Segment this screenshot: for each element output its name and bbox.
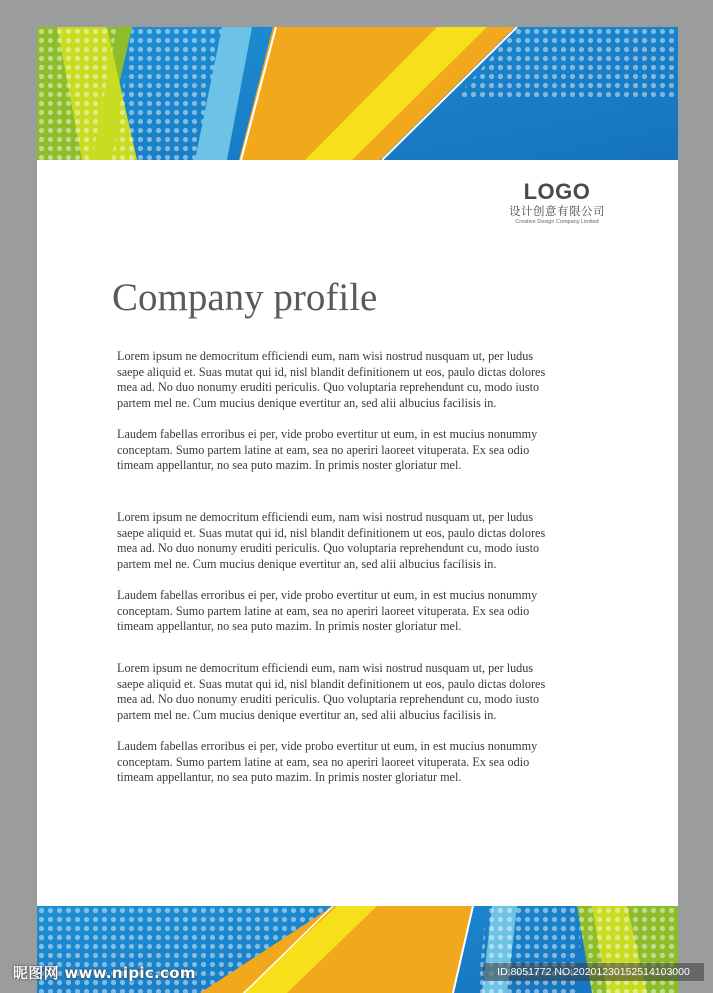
logo-company-name: 设计创意有限公司 bbox=[509, 204, 605, 218]
body-paragraph: Lorem ipsum ne democritum efficiendi eum, nam wisi nostrud nusquam ut, per ludus saepe aliquid et. Suas mutat qui id, nisl blandit definitionem ut eos, paulo dictas dolores mea ad. No duo nonumy eruditi periculis. Quo voluptaria reprehendunt cu, modo iusto partem mel ne. Cum mucius denique evertitur an, sed alii albucius facilisis in. bbox=[117, 661, 546, 722]
company-logo bbox=[492, 180, 622, 226]
letterhead-sheet bbox=[37, 27, 678, 993]
body-paragraph: Laudem fabellas erroribus ei per, vide probo evertitur ut eum, in est mucius nonummy conceptam. Sumo partem latine at eam, sea no aperiri laoreet vituperata. Ex sea odio timeam appellantur, no sea puto mazim. In primis noster gloriatur mel. bbox=[117, 588, 538, 633]
body-paragraph: Laudem fabellas erroribus ei per, vide probo evertitur ut eum, in est mucius nonummy conceptam. Sumo partem latine at eam, sea no aperiri laoreet vituperata. Ex sea odio timeam appellantur, no sea puto mazim. In primis noster gloriatur mel. bbox=[117, 427, 538, 472]
body-paragraph: Laudem fabellas erroribus ei per, vide probo evertitur ut eum, in est mucius nonummy conceptam. Sumo partem latine at eam, sea no aperiri laoreet vituperata. Ex sea odio timeam appellantur, no sea puto mazim. In primis noster gloriatur mel. bbox=[117, 739, 538, 784]
logo-wordmark: LOGO bbox=[523, 179, 591, 204]
image-id-watermark: ID:8051772 NO:20201230152514103000 bbox=[483, 963, 704, 981]
logo-company-subtitle: Creative Design Company Limited bbox=[515, 219, 599, 225]
body-paragraph: Lorem ipsum ne democritum efficiendi eum, nam wisi nostrud nusquam ut, per ludus saepe aliquid et. Suas mutat qui id, nisl blandit definitionem ut eos, paulo dictas dolores mea ad. No duo nonumy eruditi periculis. Quo voluptaria reprehendunt cu, modo iusto partem mel ne. Cum mucius denique evertitur an, sed alii albucius facilisis in. bbox=[117, 510, 546, 571]
site-watermark: 昵图网 www.nipic.com bbox=[13, 964, 196, 982]
page-title: Company profile bbox=[112, 276, 378, 319]
body-paragraph: Lorem ipsum ne democritum efficiendi eum, nam wisi nostrud nusquam ut, per ludus saepe aliquid et. Suas mutat qui id, nisl blandit definitionem ut eos, paulo dictas dolores mea ad. No duo nonumy eruditi periculis. Quo voluptaria reprehendunt cu, modo iusto partem mel ne. Cum mucius denique evertitur an, sed alii albucius facilisis in. bbox=[117, 349, 546, 410]
header-banner bbox=[37, 27, 678, 160]
